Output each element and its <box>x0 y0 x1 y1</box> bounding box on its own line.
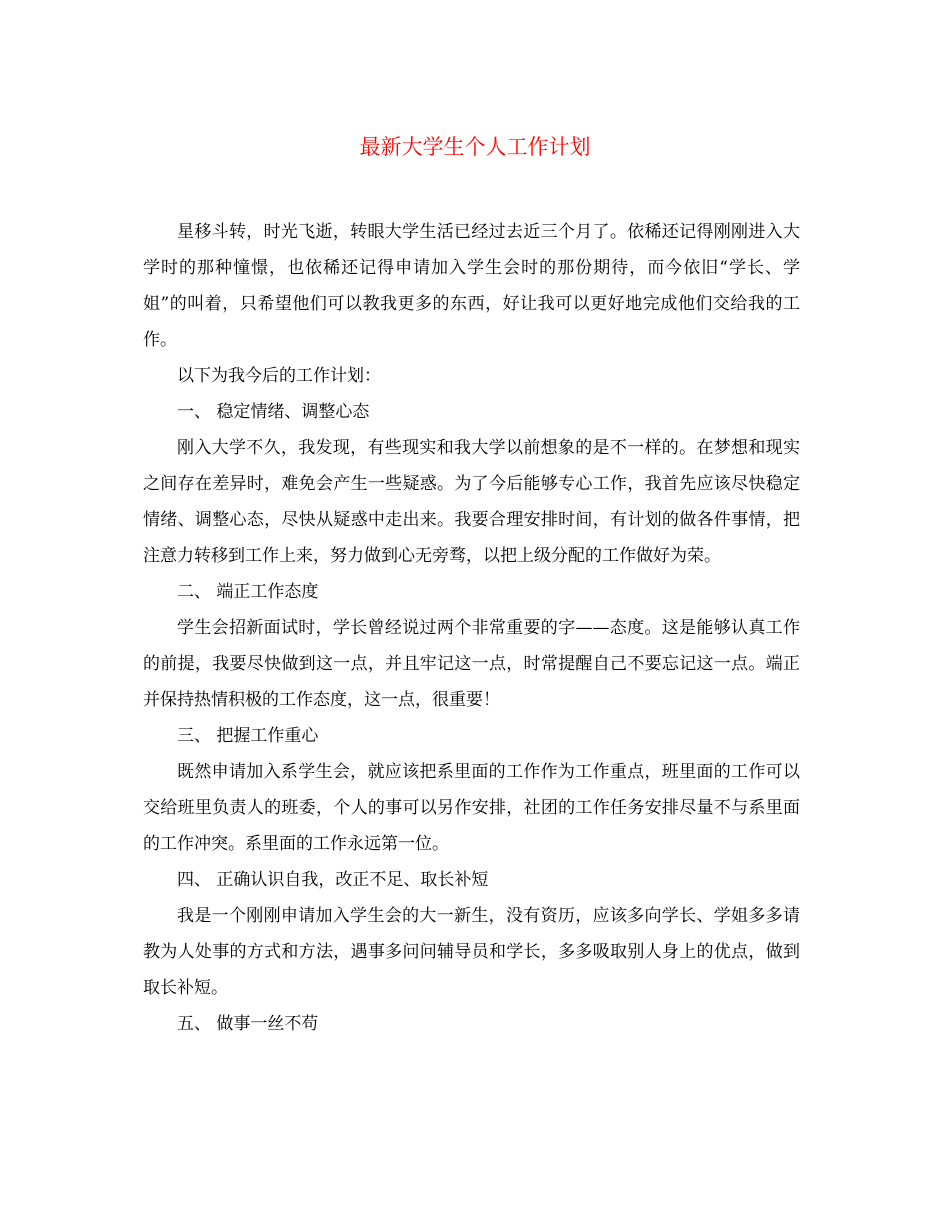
section-heading-1: 一、 稳定情绪、调整心态 <box>177 402 370 422</box>
section-paragraph-1: 刚入大学不久，我发现，有些现实和我大学以前想象的是不一样的。在梦想和现实之间存在差异时，难免会产生一些疑惑。为了今后能够专心工作，我首先应该尽快稳定情绪、调整心态，尽快从疑惑中走出来。我要合理安排时间，有计划的做各件事情，把注意力转移到工作上来，努力做到心无旁骛，以把上级分配的工作做好为荣。 <box>143 438 800 566</box>
plan-intro-paragraph: 以下为我今后的工作计划： <box>177 366 381 386</box>
section-paragraph-3: 既然申请加入系学生会，就应该把系里面的工作作为工作重点，班里面的工作可以交给班里负责人的班委，个人的事可以另作安排，社团的工作任务安排尽量不与系里面的工作冲突。系里面的工作永远第一位。 <box>143 762 800 854</box>
section-heading-3: 三、 把握工作重心 <box>177 726 319 746</box>
section-heading-4: 四、 正确认识自我，改正不足、取长补短 <box>177 870 489 890</box>
section-paragraph-4: 我是一个刚刚申请加入学生会的大一新生，没有资历，应该多向学长、学姐多多请教为人处事的方式和方法，遇事多问问辅导员和学长，多多吸取别人身上的优点，做到取长补短。 <box>143 906 800 998</box>
section-heading-2: 二、 端正工作态度 <box>177 582 319 602</box>
document-title: 最新大学生个人工作计划 <box>359 135 591 159</box>
section-paragraph-2: 学生会招新面试时，学长曾经说过两个非常重要的字——态度。这是能够认真工作的前提，我要尽快做到这一点，并且牢记这一点，时常提醒自己不要忘记这一点。端正并保持热情积极的工作态度，这一点，很重要！ <box>143 618 800 710</box>
section-heading-5: 五、 做事一丝不苟 <box>177 1014 319 1034</box>
intro-paragraph: 星移斗转，时光飞逝，转眼大学生活已经过去近三个月了。依稀还记得刚刚进入大学时的那种憧憬，也依稀还记得申请加入学生会时的那份期待，而今依旧“学长、学姐”的叫着，只希望他们可以教我更多的东西，好让我可以更好地完成他们交给我的工作。 <box>143 222 800 350</box>
document-body <box>143 214 800 1042</box>
